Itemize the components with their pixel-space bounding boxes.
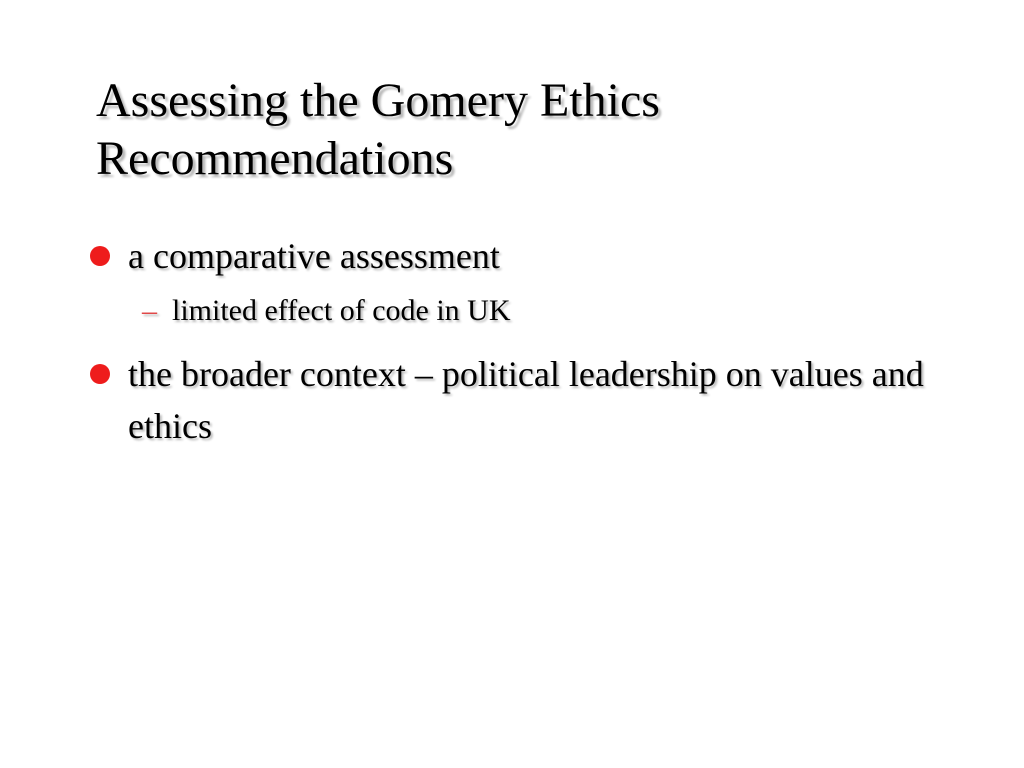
bullet-list <box>90 230 960 452</box>
red-circle-bullet-icon <box>90 246 110 266</box>
slide-title <box>96 72 956 188</box>
sub-bullet-list <box>128 282 960 340</box>
dash-marker-icon: – <box>142 294 157 327</box>
bullet-item <box>90 348 960 452</box>
sub-bullet-text: limited effect of code in UK <box>172 294 511 327</box>
bullet-text: the broader context – political leadership on values and ethics <box>128 354 924 446</box>
sub-bullet-item <box>128 282 960 340</box>
slide-title-line-2: Recommendations <box>96 132 454 185</box>
bullet-item <box>90 230 960 340</box>
red-circle-bullet-icon <box>90 364 110 384</box>
bullet-text: a comparative assessment <box>128 236 500 276</box>
slide-title-line-1: Assessing the Gomery Ethics <box>96 74 660 127</box>
